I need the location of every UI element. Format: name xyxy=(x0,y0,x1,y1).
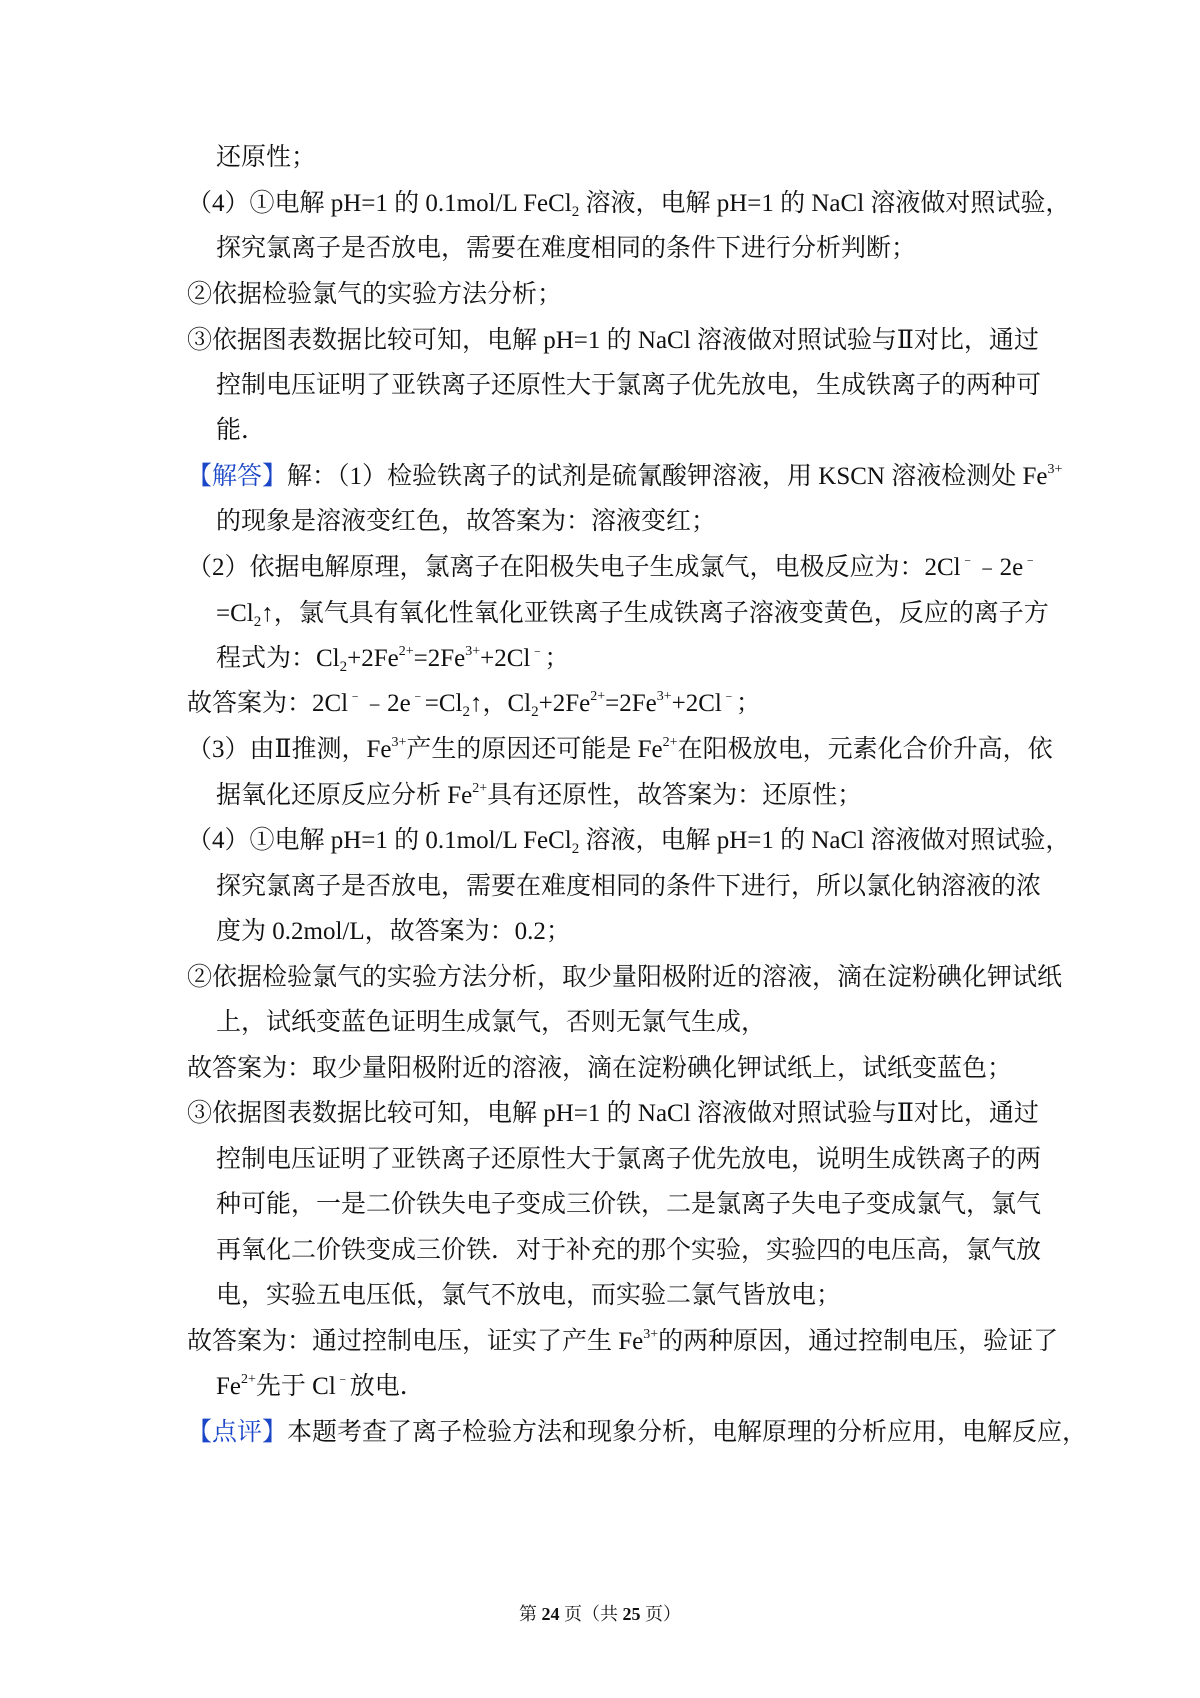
comment-tag: 【点评】 xyxy=(187,1419,288,1446)
text-line: 再氧化二价铁变成三价铁．对于补充的那个实验，实验四的电压高，氯气放 xyxy=(216,1237,1042,1264)
text-line: 探究氯离子是否放电，需要在难度相同的条件下进行，所以氯化钠溶液的浓 xyxy=(216,873,1042,900)
text-line: 种可能，一是二价铁失电子变成三价铁，二是氯离子失电子变成氯气，氯气 xyxy=(216,1191,1042,1218)
text-line: ③依据图表数据比较可知，电解 pH=1 的 NaCl 溶液做对照试验与Ⅱ对比，通过 xyxy=(187,1100,1039,1127)
text-line: 上，试纸变蓝色证明生成氯气，否则无氯气生成， xyxy=(216,1009,767,1036)
text-line: （4）①电解 pH=1 的 0.1mol/L FeCl$_2$ 溶液，电解 pH=1 的 NaCl 溶液做对照试验， xyxy=(187,827,1071,857)
text-line: 【点评】本题考查了离子检验方法和现象分析，电解原理的分析应用，电解反应， xyxy=(187,1419,1088,1446)
text-line: 能． xyxy=(216,417,267,444)
text-line: 程式为：$Cl_2+2Fe^{2+}=2Fe^{3+}+2Cl^﹣$； xyxy=(216,644,570,675)
text-line: 探究氯离子是否放电，需要在难度相同的条件下进行分析判断； xyxy=(216,235,917,262)
text-line: （3）由Ⅱ推测，$Fe^{3+}$产生的原因还可能是 $Fe^{2+}$在阳极放电，元素化合价升高，依 xyxy=(187,735,1053,763)
page-footer: 第 24 页（共 25 页） xyxy=(519,1604,681,1624)
text-line: 电，实验五电压低，氯气不放电，而实验二氯气皆放电； xyxy=(216,1282,842,1309)
text-line: （4）①电解 pH=1 的 0.1mol/L FeCl$_2$ 溶液，电解 pH=1 的 NaCl 溶液做对照试验， xyxy=(187,190,1071,220)
text-line: 度为 0.2mol/L，故答案为：0.2； xyxy=(216,918,571,945)
text-line: ②依据检验氯气的实验方法分析，取少量阳极附近的溶液，滴在淀粉碘化钾试纸 xyxy=(187,964,1063,991)
text-line: 的现象是溶液变红色，故答案为：溶液变红； xyxy=(216,508,717,535)
text-line: 故答案为：$2Cl^﹣﹣2e^﹣=Cl_2↑$，$Cl_2+2Fe^{2+}=2Fe^{3+}+2Cl^﹣$； xyxy=(187,689,761,720)
text-line: ②依据检验氯气的实验方法分析； xyxy=(187,281,563,308)
answer-tag: 【解答】 xyxy=(187,463,288,490)
text-line: （2）依据电解原理，氯离子在阳极失电子生成氯气，电极反应为：2Cl﹣﹣2e﹣ xyxy=(187,553,1038,581)
text-line: $Fe^{2+}$先于 Cl﹣放电． xyxy=(216,1372,425,1400)
text-line: ③依据图表数据比较可知，电解 pH=1 的 NaCl 溶液做对照试验与Ⅱ对比，通过 xyxy=(187,327,1039,354)
text-line: 故答案为：取少量阳极附近的溶液，滴在淀粉碘化钾试纸上，试纸变蓝色； xyxy=(187,1055,1013,1082)
page-total: 25 xyxy=(622,1604,641,1624)
text-line: 【解答】解：（1）检验铁离子的试剂是硫氰酸钾溶液，用 KSCN 溶液检测处 $Fe^{3+}$ xyxy=(187,462,1063,490)
text-line: 故答案为：通过控制电压，证实了产生 $Fe^{3+}$的两种原因，通过控制电压，验证了 xyxy=(187,1327,1059,1355)
page-number: 24 xyxy=(541,1604,560,1624)
text-line: 还原性； xyxy=(216,144,317,171)
text-line: 控制电压证明了亚铁离子还原性大于氯离子优先放电，生成铁离子的两种可 xyxy=(216,372,1042,399)
text-line: $=Cl_2↑$，氯气具有氧化性氧化亚铁离子生成铁离子溶液变黄色，反应的离子方 xyxy=(216,600,1049,630)
text-line: 控制电压证明了亚铁离子还原性大于氯离子优先放电，说明生成铁离子的两 xyxy=(216,1146,1042,1173)
text-line: 据氧化还原反应分析 $Fe^{2+}$具有还原性，故答案为：还原性； xyxy=(216,781,863,809)
